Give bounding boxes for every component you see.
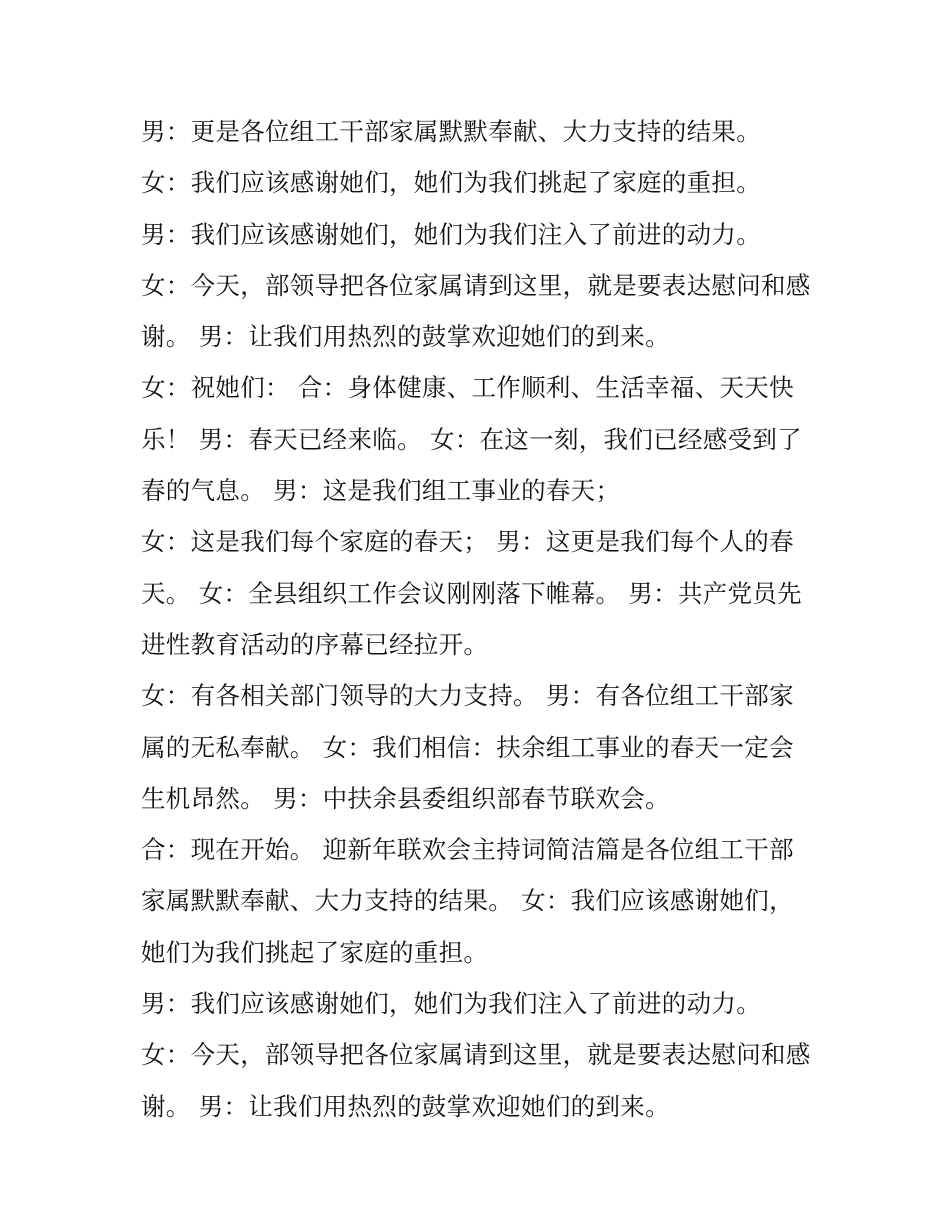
text-line: 合：现在开始。 迎新年联欢会主持词简洁篇是各位组工干部 — [141, 835, 794, 865]
text-line: 男：我们应该感谢她们，她们为我们注入了前进的动力。 — [141, 989, 761, 1019]
text-line: 家属默默奉献、大力支持的结果。 女：我们应该感谢她们， — [141, 886, 794, 916]
text-line: 男：我们应该感谢她们，她们为我们注入了前进的动力。 — [141, 219, 761, 249]
text-line: 春的气息。 男：这是我们组工事业的春天； — [141, 476, 621, 506]
text-line: 女：我们应该感谢她们，她们为我们挑起了家庭的重担。 — [141, 168, 761, 198]
text-line: 男：更是各位组工干部家属默默奉献、大力支持的结果。 — [141, 117, 761, 146]
text-line: 乐！ 男：春天已经来临。 女：在这一刻，我们已经感受到了 — [141, 424, 802, 454]
text-line: 天。 女：全县组织工作会议刚刚落下帷幕。 男：共产党员先 — [141, 578, 802, 608]
text-line: 女：祝她们： 合：身体健康、工作顺利、生活幸福、天天快 — [141, 373, 794, 403]
text-line: 她们为我们挑起了家庭的重担。 — [141, 937, 489, 967]
text-line: 女：今天，部领导把各位家属请到这里，就是要表达慰问和感 — [141, 270, 811, 300]
text-line: 谢。 男：让我们用热烈的鼓掌欢迎她们的到来。 — [141, 1091, 670, 1121]
text-line: 进性教育活动的序幕已经拉开。 — [141, 629, 489, 659]
text-line: 女：有各相关部门领导的大力支持。 男：有各位组工干部家 — [141, 681, 794, 711]
text-line: 属的无私奉献。 女：我们相信：扶余组工事业的春天一定会 — [141, 732, 794, 762]
body-text — [141, 106, 821, 1132]
text-line: 女：这是我们每个家庭的春天； 男：这更是我们每个人的春 — [141, 527, 794, 557]
text-line: 女：今天，部领导把各位家属请到这里，就是要表达慰问和感 — [141, 1040, 811, 1070]
text-line: 谢。 男：让我们用热烈的鼓掌欢迎她们的到来。 — [141, 322, 670, 352]
text-line: 生机昂然。 男：中扶余县委组织部春节联欢会。 — [141, 783, 670, 813]
